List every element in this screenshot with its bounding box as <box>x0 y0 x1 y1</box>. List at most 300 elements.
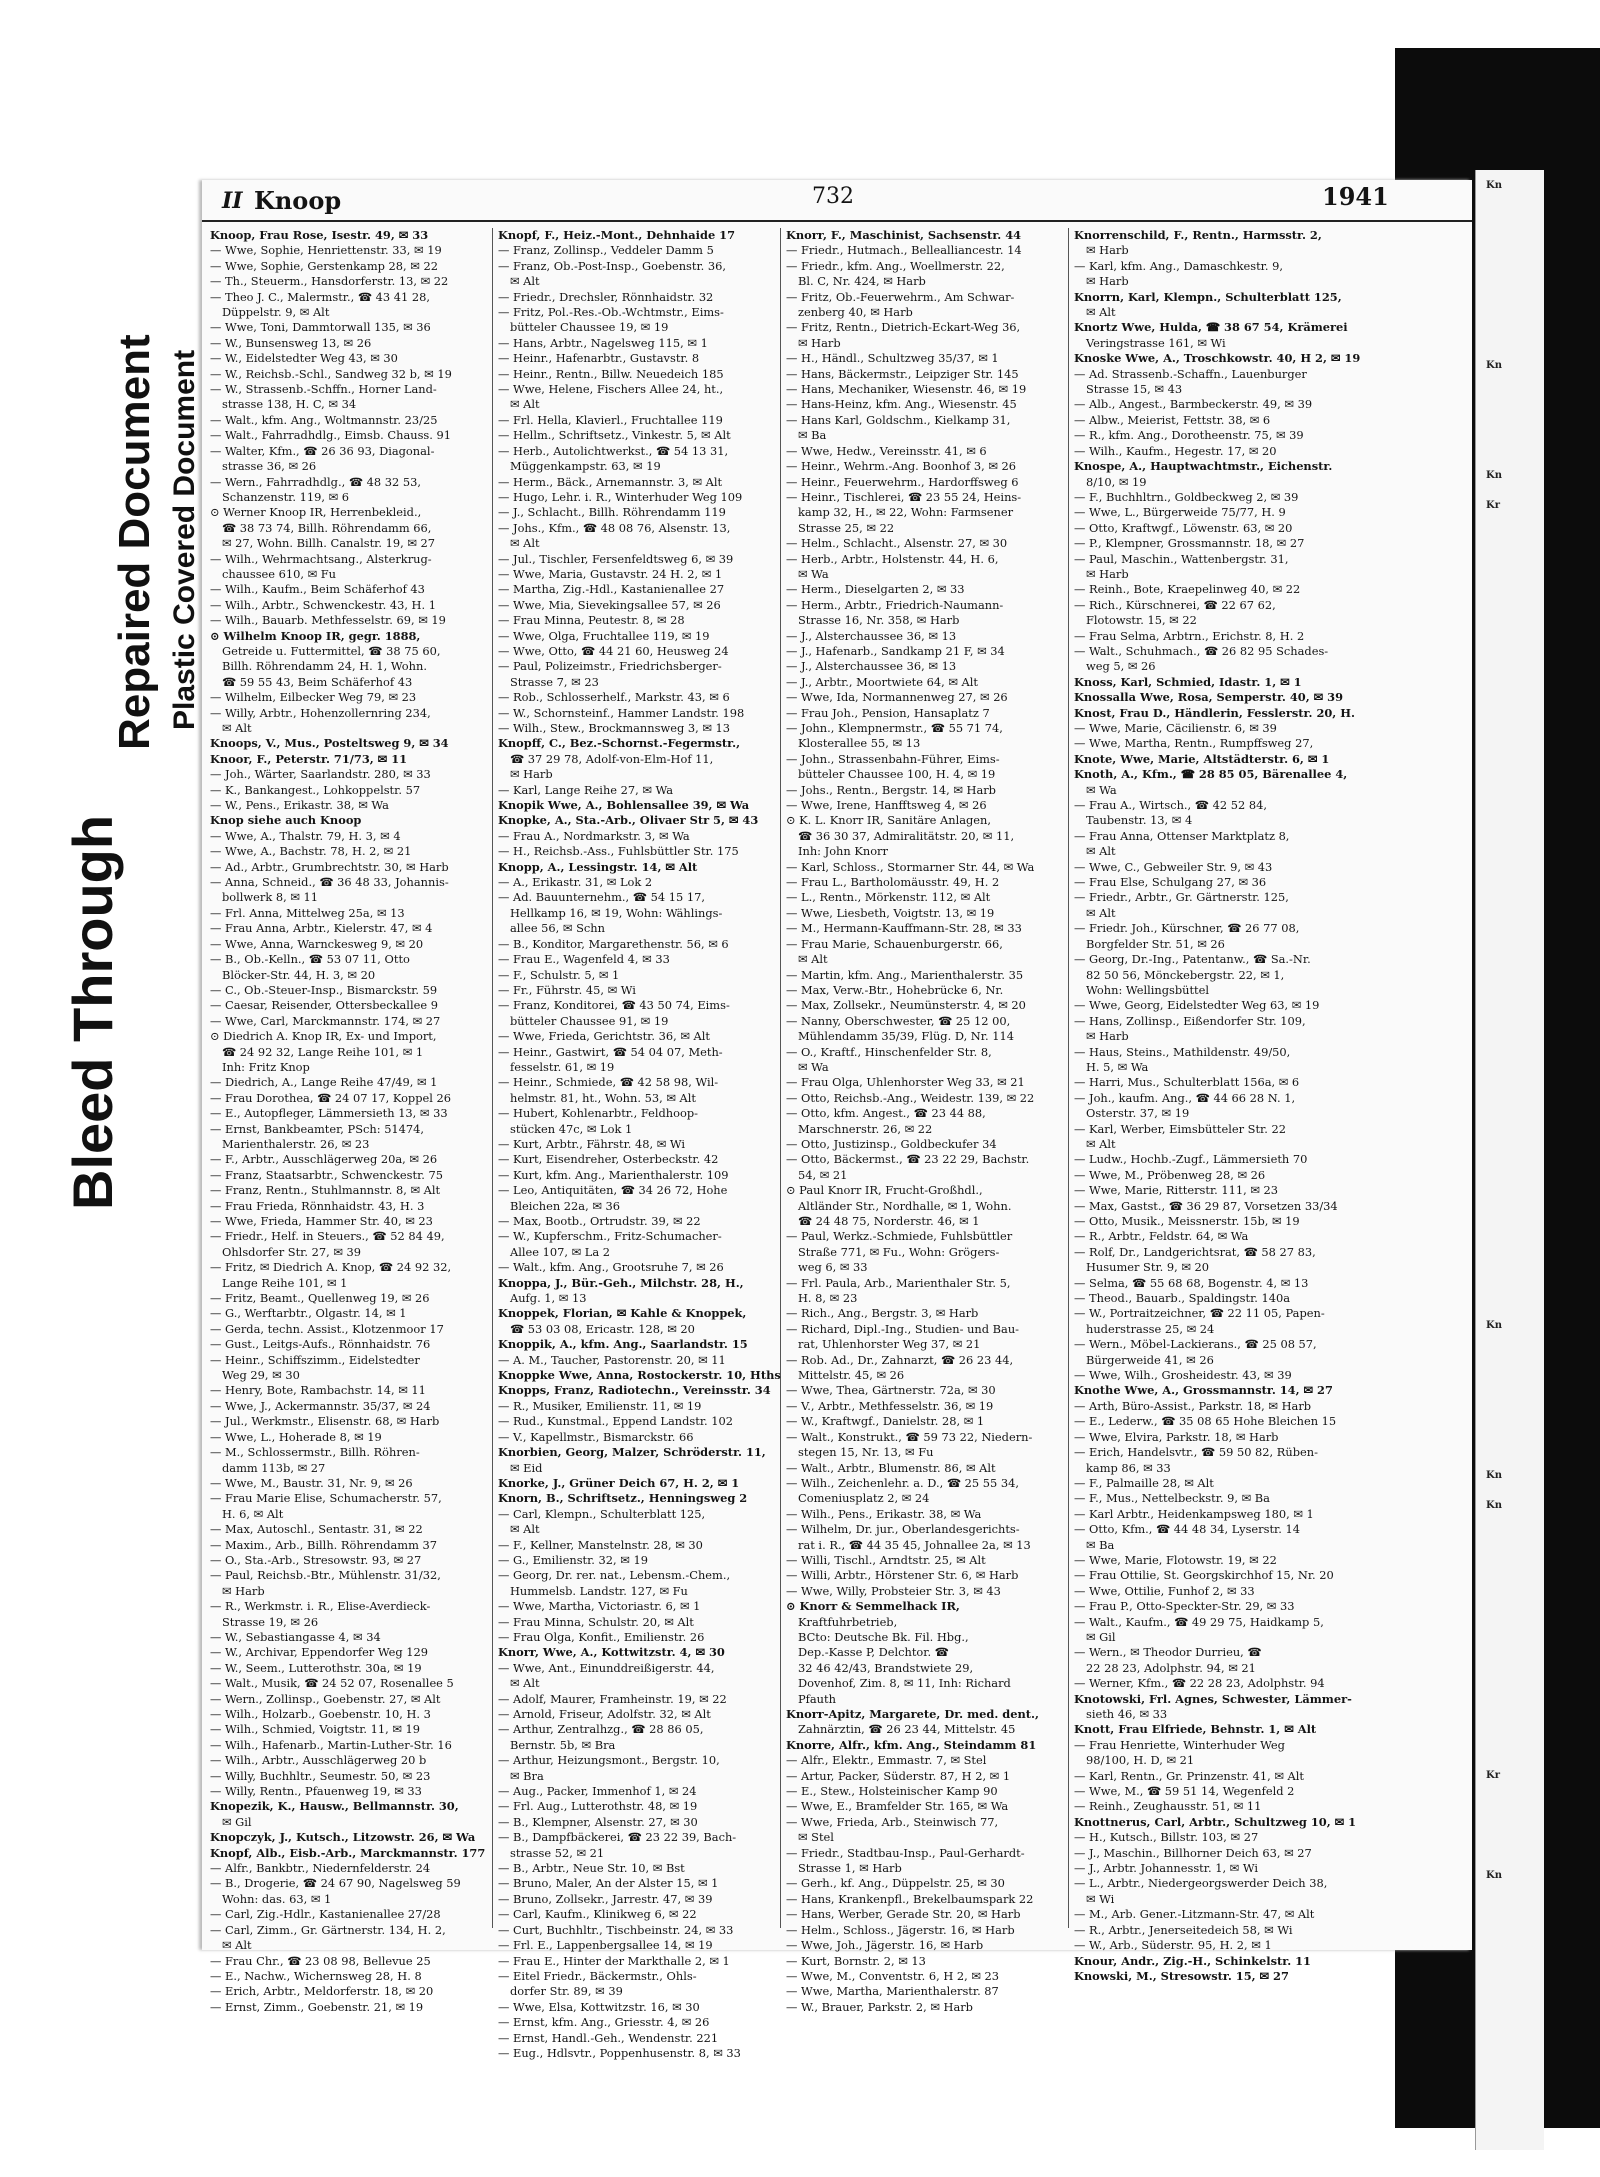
directory-entry: — Walt., Kaufm., ☎ 49 29 75, Haidkamp 5, <box>1074 1614 1324 1629</box>
side-labels <box>30 230 201 1210</box>
directory-entry: — Franz, Zollinsp., Veddeler Damm 5 <box>498 243 714 258</box>
column-2 <box>498 228 781 2060</box>
directory-entry: — Frl. Anna, Mittelweg 25a, ✉ 13 <box>210 905 405 920</box>
directory-entry: H. 8, ✉ 23 <box>798 1291 858 1306</box>
directory-entry: ✉ 27, Wohn. Billh. Canalstr. 19, ✉ 27 <box>222 536 436 551</box>
directory-entry: Knopf, F., Heiz.-Mont., Dehnhaide 17 <box>498 228 736 242</box>
directory-entry: ✉ Alt <box>510 397 540 412</box>
directory-entry: — Frau Chr., ☎ 23 08 98, Bellevue 25 <box>210 1953 431 1968</box>
directory-entry: — W., Brauer, Parkstr. 2, ✉ Harb <box>786 1999 973 2014</box>
directory-entry: — A., Erikastr. 31, ✉ Lok 2 <box>498 875 653 890</box>
directory-entry: Zahnärztin, ☎ 26 23 44, Mittelstr. 45 <box>798 1722 1016 1737</box>
directory-entry: — Ad., Arbtr., Grumbrechtstr. 30, ✉ Harb <box>210 859 449 874</box>
directory-entry: — J., Maschin., Billhorner Deich 63, ✉ 27 <box>1074 1845 1312 1860</box>
directory-entry: — Frau E., Wagenfeld 4, ✉ 33 <box>498 952 670 967</box>
columns <box>210 228 1361 2060</box>
directory-entry: — Heinr., Tischlerei, ☎ 23 55 24, Heins- <box>786 489 1022 504</box>
directory-entry: — Alb., Angest., Barmbeckerstr. 49, ✉ 39 <box>1074 397 1313 412</box>
directory-entry: ✉ Ba <box>1086 1537 1115 1552</box>
directory-entry: ✉ Harb <box>1086 274 1129 289</box>
directory-entry: — Bruno, Zollsekr., Jarrestr. 47, ✉ 39 <box>498 1891 713 1906</box>
directory-entry: — Wwe, C., Gebweiler Str. 9, ✉ 43 <box>1074 859 1273 874</box>
directory-entry: Altländer Str., Nordhalle, ✉ 1, Wohn. <box>798 1198 1012 1213</box>
directory-entry: — Carl, Zig.-Hdlr., Kastanienallee 27/28 <box>210 1907 441 1922</box>
directory-entry: — O., Kraftf., Hinschenfelder Str. 8, <box>786 1044 992 1059</box>
directory-entry: kamp 86, ✉ 33 <box>1086 1460 1171 1475</box>
directory-entry: — Hans, Mechaniker, Wiesenstr. 46, ✉ 19 <box>786 382 1027 397</box>
directory-entry: Knoppek, Florian, ✉ Kahle & Knoppek, <box>498 1306 747 1321</box>
running-head: Knoop <box>254 186 342 215</box>
directory-entry: — Max, Autoschl., Sentastr. 31, ✉ 22 <box>210 1522 423 1537</box>
directory-entry: — Frau Marie Elise, Schumacherstr. 57, <box>210 1491 442 1506</box>
directory-entry: bütteler Chaussee 19, ✉ 19 <box>510 320 669 335</box>
directory-entry: — Wwe, Martha, Victoriastr. 6, ✉ 1 <box>498 1599 701 1614</box>
directory-entry: Mittelstr. 45, ✉ 26 <box>798 1368 905 1383</box>
directory-entry: — Wern., Fahrradhdlg., ☎ 48 32 53, <box>210 474 421 489</box>
directory-entry: — Wwe, Irene, Hanfftsweg 4, ✉ 26 <box>786 798 987 813</box>
directory-entry: Borgfelder Str. 51, ✉ 26 <box>1086 936 1225 951</box>
directory-entry: — B., Konditor, Margarethenstr. 56, ✉ 6 <box>498 936 729 951</box>
directory-entry: — Martha, Zig.-Hdl., Kastanienallee 27 <box>498 582 725 597</box>
directory-entry: — Herm., Arbtr., Friedrich-Naumann- <box>786 597 1004 612</box>
directory-entry: — Wwe, Willy, Probsteier Str. 3, ✉ 43 <box>786 1583 1001 1598</box>
directory-entry: Blöcker-Str. 44, H. 3, ✉ 20 <box>222 967 376 982</box>
directory-entry: — Wwe, Joh., Jägerstr. 16, ✉ Harb <box>786 1938 984 1953</box>
directory-entry: Strasse 16, Nr. 358, ✉ Harb <box>798 613 960 628</box>
directory-entry: — Max, Verw.-Btr., Hohebrücke 6, Nr. <box>786 982 1004 997</box>
directory-entry: — C., Ob.-Steuer-Insp., Bismarckstr. 59 <box>210 982 438 997</box>
directory-entry: — Willy, Arbtr., Hohenzollernring 234, <box>210 705 431 720</box>
directory-entry: Getreide u. Futtermittel, ☎ 38 75 60, <box>222 643 441 658</box>
directory-entry: zenberg 40, ✉ Harb <box>798 305 913 320</box>
directory-entry: — Fritz, Beamt., Quellenweg 19, ✉ 26 <box>210 1291 430 1306</box>
directory-entry: — Frau Anna, Ottenser Marktplatz 8, <box>1074 828 1290 843</box>
directory-entry: — V., Kapellmstr., Bismarckstr. 66 <box>498 1429 694 1444</box>
column-1 <box>210 228 490 2014</box>
directory-entry: — F., Palmaille 28, ✉ Alt <box>1074 1475 1214 1490</box>
directory-entry: ✉ Alt <box>222 1938 252 1953</box>
directory-entry: — Wwe, Helene, Fischers Allee 24, ht., <box>498 382 724 397</box>
directory-entry: — Wilh., Stew., Brockmannsweg 3, ✉ 13 <box>498 721 730 735</box>
directory-entry: weg 5, ✉ 26 <box>1086 659 1156 674</box>
directory-entry: ✉ Alt <box>1086 844 1116 859</box>
directory-entry: — Aug., Packer, Immenhof 1, ✉ 24 <box>498 1784 697 1799</box>
directory-entry: ✉ Bra <box>510 1768 544 1783</box>
directory-entry: Knoor, F., Peterstr. 71/73, ✉ 11 <box>210 751 408 766</box>
directory-entry: — Erich, Arbtr., Meldorferstr. 18, ✉ 20 <box>210 1984 434 1999</box>
directory-page <box>202 180 1472 2060</box>
directory-entry: — Wwe, Sophie, Henriettenstr. 33, ✉ 19 <box>210 243 442 258</box>
directory-entry: — Leo, Antiquitäten, ☎ 34 26 72, Hohe <box>498 1183 728 1198</box>
directory-entry: — Wwe, Martha, Rentn., Rumpffsweg 27, <box>1074 736 1314 751</box>
directory-entry: — Helm., Schloss., Jägerstr. 16, ✉ Harb <box>786 1922 1015 1937</box>
directory-entry: — Theod., Bauarb., Spaldingstr. 140a <box>1074 1291 1291 1306</box>
directory-entry: Straße 771, ✉ Fu., Wohn: Grögers- <box>798 1244 1000 1259</box>
directory-entry: 54, ✉ 21 <box>798 1167 848 1182</box>
directory-entry: — Wwe, Toni, Dammtorwall 135, ✉ 36 <box>210 320 431 335</box>
directory-entry: — Paul, Polizeimstr., Friedrichsberger- <box>498 659 722 674</box>
directory-entry: — Arthur, Zentralhzg., ☎ 28 86 05, <box>498 1722 704 1737</box>
directory-entry: 98/100, H. D, ✉ 21 <box>1086 1753 1195 1768</box>
directory-entry: — Walt., kfm. Ang., Woltmannstr. 23/25 <box>210 412 438 427</box>
directory-entry: — Wwe, Ida, Normannenweg 27, ✉ 26 <box>786 690 1008 705</box>
directory-entry: ✉ Wa <box>798 1059 829 1074</box>
directory-entry: — Wwe, Liesbeth, Voigtstr. 13, ✉ 19 <box>786 905 995 920</box>
directory-entry: stücken 47c, ✉ Lok 1 <box>510 1121 633 1136</box>
directory-entry: — Wwe, Wilh., Grosheidestr. 43, ✉ 39 <box>1074 1368 1292 1383</box>
directory-entry: — E., Lederw., ☎ 35 08 65 Hohe Bleichen 15 <box>1074 1414 1337 1429</box>
directory-entry: — Wilh., Bauarb. Methfesselstr. 69, ✉ 19 <box>210 613 446 628</box>
directory-entry: — Paul, Maschin., Wattenbergstr. 31, <box>1074 551 1289 566</box>
directory-entry: ✉ Alt <box>1086 1136 1116 1151</box>
directory-entry: — M., Hermann-Kauffmann-Str. 28, ✉ 33 <box>786 921 1022 936</box>
directory-entry: — Frau Selma, Arbtrn., Erichstr. 8, H. 2 <box>1074 628 1305 643</box>
directory-entry: — Maxim., Arb., Billh. Röhrendamm 37 <box>210 1537 437 1552</box>
directory-entry: — Hans, Arbtr., Nagelsweg 115, ✉ 1 <box>498 335 708 350</box>
directory-entry: — Hans, Bäckermstr., Leipziger Str. 145 <box>786 366 1019 381</box>
directory-entry: Dovenhof, Zim. 8, ✉ 11, Inh: Richard <box>798 1676 1011 1691</box>
directory-entry: — Jul., Werkmstr., Elisenstr. 68, ✉ Harb <box>210 1414 440 1429</box>
directory-entry: — Wwe, M., Conventstr. 6, H 2, ✉ 23 <box>786 1968 1000 1983</box>
directory-entry: — Hans-Heinz, kfm. Ang., Wiesenstr. 45 <box>786 397 1017 412</box>
directory-entry: 22 28 23, Adolphstr. 94, ✉ 21 <box>1086 1660 1256 1675</box>
directory-entry: — Hans, Werber, Gerade Str. 20, ✉ Harb <box>786 1907 1021 1922</box>
directory-entry: ✉ Gil <box>222 1814 252 1829</box>
directory-entry: ⊙ Paul Knorr IR, Frucht-Großhdl., <box>786 1183 983 1198</box>
directory-entry: weg 6, ✉ 33 <box>798 1260 868 1275</box>
directory-entry: — K., Bankangest., Lohkoppelstr. 57 <box>210 782 421 797</box>
directory-entry: Knost, Frau D., Händlerin, Fesslerstr. 20, H. <box>1074 705 1355 720</box>
directory-entry: Knour, Andr., Zig.-H., Schinkelstr. 11 <box>1074 1953 1311 1968</box>
directory-entry: — Wilh., Pens., Erikastr. 38, ✉ Wa <box>786 1506 982 1521</box>
directory-entry: — Otto, Reichsb.-Ang., Weidestr. 139, ✉ 22 <box>786 1090 1035 1105</box>
directory-entry: — Max, Gastst., ☎ 36 29 87, Vorsetzen 33/34 <box>1074 1198 1338 1213</box>
directory-entry: Knopczyk, J., Kutsch., Litzowstr. 26, ✉ Wa <box>210 1830 476 1845</box>
directory-entry: — P., Klempner, Grossmannstr. 18, ✉ 27 <box>1074 536 1305 551</box>
directory-entry: — Eug., Hdlsvtr., Poppenhusenstr. 8, ✉ 33 <box>498 2045 741 2060</box>
directory-entry: — Haus, Steins., Mathildenstr. 49/50, <box>1074 1044 1291 1059</box>
directory-entry: — H., Reichsb.-Ass., Fuhlsbüttler Str. 175 <box>498 844 739 859</box>
directory-entry: Pfauth <box>798 1691 836 1706</box>
directory-entry: Knoops, V., Mus., Posteltsweg 9, ✉ 34 <box>210 736 449 751</box>
directory-entry: — Heinr., Wehrm.-Ang. Boonhof 3, ✉ 26 <box>786 459 1016 474</box>
directory-entry: — W., Kupferschm., Fritz-Schumacher- <box>498 1229 722 1244</box>
directory-entry: — Frau Anna, Arbtr., Kielerstr. 47, ✉ 4 <box>210 921 433 936</box>
directory-entry: Knoss, Karl, Schmied, Idastr. 1, ✉ 1 <box>1074 674 1302 689</box>
directory-entry: — Wilh., Wehrmachtsang., Alsterkrug- <box>210 551 432 566</box>
directory-entry: — W., Reichsb.-Schl., Sandweg 32 b, ✉ 19 <box>210 366 452 381</box>
directory-entry: Wohn: Wellingsbüttel <box>1086 982 1210 997</box>
directory-entry: — Kurt, Eisendreher, Osterbeckstr. 42 <box>498 1152 719 1167</box>
directory-entry: ⊙ Werner Knoop IR, Herrenbekleid., <box>210 505 422 520</box>
directory-entry: — Hellm., Schriftsetz., Vinkestr. 5, ✉ Alt <box>498 428 731 443</box>
directory-entry: — Frau Ottilie, St. Georgskirchhof 15, Nr. 20 <box>1074 1568 1334 1583</box>
directory-entry: — Hugo, Lehr. i. R., Winterhuder Weg 109 <box>498 489 743 504</box>
directory-entry: — Frl. Paula, Arb., Marienthaler Str. 5, <box>786 1275 1011 1290</box>
directory-entry: — Henry, Bote, Rambachstr. 14, ✉ 11 <box>210 1383 426 1398</box>
directory-entry: — Wwe, L., Bürgerweide 75/77, H. 9 <box>1074 505 1286 520</box>
directory-entry: — Wwe, Frieda, Gerichtstr. 36, ✉ Alt <box>498 1029 710 1044</box>
directory-entry: Knothe Wwe, A., Grossmannstr. 14, ✉ 27 <box>1074 1383 1333 1398</box>
directory-entry: — Wwe, Ottilie, Funhof 2, ✉ 33 <box>1074 1583 1255 1598</box>
adjacent-page-fragment: Kn <box>1486 360 1502 371</box>
directory-entry: — Franz, Ob.-Post-Insp., Goebenstr. 36, <box>498 258 727 273</box>
directory-entry: — W., Arb., Süderstr. 95, H. 2, ✉ 1 <box>1074 1938 1272 1953</box>
directory-entry: — F., Kellner, Manstelnstr. 28, ✉ 30 <box>498 1537 703 1552</box>
directory-entry: — W., Portraitzeichner, ☎ 22 11 05, Papen- <box>1074 1306 1325 1321</box>
directory-entry: Osterstr. 37, ✉ 19 <box>1086 1106 1190 1121</box>
directory-entry: — Frau Joh., Pension, Hansaplatz 7 <box>786 705 990 720</box>
adjacent-page-fragment: Kr <box>1486 1770 1500 1781</box>
directory-entry: — Wwe, Frieda, Hammer Str. 40, ✉ 23 <box>210 1214 433 1228</box>
directory-entry: — Heinr., Hafenarbtr., Gustavstr. 8 <box>498 351 700 366</box>
directory-entry: Knorrenschild, F., Rentn., Harmsstr. 2, <box>1074 228 1322 242</box>
directory-entry: Inh: John Knorr <box>798 844 888 859</box>
directory-entry: Knortz Wwe, Hulda, ☎ 38 67 54, Krämerei <box>1074 320 1348 335</box>
directory-entry: Ohlsdorfer Str. 27, ✉ 39 <box>222 1244 361 1259</box>
directory-entry: — Werner, Kfm., ☎ 22 28 23, Adolphstr. 94 <box>1074 1676 1325 1691</box>
repaired-document-label: Repaired Document <box>110 334 159 750</box>
directory-entry: — Arth, Büro-Assist., Parkstr. 18, ✉ Harb <box>1074 1398 1312 1413</box>
directory-entry: — Artur, Packer, Süderstr. 87, H 2, ✉ 1 <box>786 1768 1011 1783</box>
directory-entry: — Reinh., Zeughausstr. 51, ✉ 11 <box>1074 1799 1262 1814</box>
directory-entry: — Wwe, Mia, Sievekingsallee 57, ✉ 26 <box>498 597 721 612</box>
directory-entry: — Heinr., Schiffszimm., Eidelstedter <box>210 1352 420 1367</box>
directory-entry: bollwerk 8, ✉ 11 <box>222 890 319 905</box>
directory-entry: — Arthur, Heizungsmont., Bergstr. 10, <box>498 1753 720 1768</box>
directory-entry: — Friedr. Joh., Kürschner, ☎ 26 77 08, <box>1074 921 1300 936</box>
directory-entry: — Rich., Kürschnerei, ☎ 22 67 62, <box>1074 597 1276 612</box>
directory-entry: Hellkamp 16, ✉ 19, Wohn: Wählings- <box>510 905 723 920</box>
directory-entry: — W., Bunsensweg 13, ✉ 26 <box>210 335 372 350</box>
directory-entry: — Kurt, Bornstr. 2, ✉ 13 <box>786 1953 926 1968</box>
directory-entry: — R., Arbtr., Jenerseitedeich 58, ✉ Wi <box>1074 1922 1293 1937</box>
directory-entry: dorfer Str. 89, ✉ 39 <box>510 1984 623 1999</box>
directory-entry: Knoppa, J., Bür.-Geh., Milchstr. 28, H., <box>498 1275 744 1290</box>
directory-entry: Strasse 19, ✉ 26 <box>222 1614 319 1629</box>
directory-entry: — Wwe, M., Baustr. 31, Nr. 9, ✉ 26 <box>210 1475 413 1490</box>
directory-entry: — Wwe, Marie, Cäcilienstr. 6, ✉ 39 <box>1074 721 1277 735</box>
directory-entry: Knoth, A., Kfm., ☎ 28 85 05, Bärenallee 4, <box>1074 767 1348 782</box>
directory-entry: — Alfr., Elektr., Emmastr. 7, ✉ Stel <box>786 1753 987 1768</box>
directory-entry: — J., Hafenarb., Sandkamp 21 F, ✉ 34 <box>786 643 1005 658</box>
directory-entry: Billh. Röhrendamm 24, H. 1, Wohn. <box>222 659 427 674</box>
directory-entry: Veringstrasse 161, ✉ Wi <box>1086 335 1226 350</box>
directory-entry: — John., Strassenbahn-Führer, Eims- <box>786 751 1000 766</box>
adjacent-page-fragment: Kn <box>1486 1470 1502 1481</box>
directory-entry: — W., Kraftwgf., Danielstr. 28, ✉ 1 <box>786 1414 985 1429</box>
directory-entry: Bernstr. 5b, ✉ Bra <box>510 1737 616 1752</box>
directory-entry: allee 56, ✉ Schn <box>510 921 605 936</box>
directory-entry: Hummelsb. Landstr. 127, ✉ Fu <box>510 1583 688 1598</box>
directory-entry: — Carl, Klempn., Schulterblatt 125, <box>498 1506 706 1521</box>
directory-entry: — J., Alsterchaussee 36, ✉ 13 <box>786 659 957 674</box>
directory-entry: — Paul, Reichsb.-Btr., Mühlenstr. 31/32, <box>210 1568 441 1583</box>
directory-entry: ☎ 36 30 37, Admiralitätstr. 20, ✉ 11, <box>798 828 1015 843</box>
directory-entry: — Gerh., kf. Ang., Düppelstr. 25, ✉ 30 <box>786 1876 1005 1891</box>
directory-entry: ✉ Wa <box>1086 782 1117 797</box>
directory-entry: — Frau Minna, Peutestr. 8, ✉ 28 <box>498 613 685 628</box>
volume-number: II <box>222 188 243 214</box>
directory-entry: Knopff, C., Bez.-Schornst.-Fegermstr., <box>498 736 741 751</box>
directory-entry: — Hans, Krankenpfl., Brekelbaumspark 22 <box>786 1891 1034 1906</box>
directory-entry: — Anna, Schneid., ☎ 36 48 33, Johannis- <box>210 875 449 890</box>
directory-entry: — F., Arbtr., Ausschlägerweg 20a, ✉ 26 <box>210 1152 438 1167</box>
directory-entry: — E., Autopfleger, Lämmersieth 13, ✉ 33 <box>210 1106 448 1121</box>
directory-entry: — Wwe, Anna, Warnckesweg 9, ✉ 20 <box>210 936 424 951</box>
directory-entry: — M., Schlossermstr., Billh. Röhren- <box>210 1445 420 1460</box>
directory-entry: Knoppik, A., kfm. Ang., Saarlandstr. 15 <box>498 1337 748 1352</box>
directory-entry: — Karl, Lange Reihe 27, ✉ Wa <box>498 782 674 797</box>
directory-entry: ☎ 38 73 74, Billh. Röhrendamm 66, <box>222 520 432 535</box>
directory-entry: — Ernst, Bankbeamter, PSch: 51474, <box>210 1121 425 1136</box>
directory-entry: Flotowstr. 15, ✉ 22 <box>1086 613 1197 628</box>
directory-entry: — Otto, Bäckermst., ☎ 23 22 29, Bachstr. <box>786 1152 1030 1167</box>
directory-entry: — Frau Dorothea, ☎ 24 07 17, Koppel 26 <box>210 1090 452 1105</box>
directory-entry: — Hans Karl, Goldschm., Kielkamp 31, <box>786 412 1011 427</box>
adjacent-page-fragment: Kr <box>1486 500 1500 511</box>
directory-entry: — L., Arbtr., Niedergeorgswerder Deich 38, <box>1074 1876 1328 1891</box>
directory-entry: — Georg, Dr.-Ing., Patentanw., ☎ Sa.-Nr. <box>1074 952 1311 967</box>
directory-entry: — Rich., Ang., Bergstr. 3, ✉ Harb <box>786 1306 979 1321</box>
directory-entry: — Wwe, L., Hoherade 8, ✉ 19 <box>210 1429 382 1444</box>
directory-entry: Müggenkampstr. 63, ✉ 19 <box>510 459 661 474</box>
directory-entry: — V., Arbtr., Methfesselstr. 36, ✉ 19 <box>786 1398 994 1413</box>
directory-entry: stegen 15, Nr. 13, ✉ Fu <box>798 1445 934 1460</box>
directory-entry: Knossalla Wwe, Rosa, Semperstr. 40, ✉ 39 <box>1074 690 1343 705</box>
directory-entry: — W., Sebastiangasse 4, ✉ 34 <box>210 1629 381 1644</box>
directory-entry: ✉ Alt <box>510 1676 540 1691</box>
directory-entry: — Karl, Rentn., Gr. Prinzenstr. 41, ✉ Alt <box>1074 1768 1304 1783</box>
directory-entry: — Walter, Kfm., ☎ 26 36 93, Diagonal- <box>210 443 435 458</box>
directory-entry: rat, Uhlenhorster Weg 37, ✉ 21 <box>798 1337 981 1352</box>
plastic-covered-label: Plastic Covered Document <box>168 349 201 730</box>
directory-entry: ✉ Ba <box>798 428 827 443</box>
directory-entry: ⊙ K. L. Knorr IR, Sanitäre Anlagen, <box>786 813 991 828</box>
directory-entry: 82 50 56, Mönckebergstr. 22, ✉ 1, <box>1086 967 1285 982</box>
directory-entry: ☎ 59 55 43, Beim Schäferhof 43 <box>222 674 413 689</box>
directory-entry: — Wwe, Ant., Einunddreißigerstr. 44, <box>498 1660 715 1675</box>
directory-entry: ✉ Gil <box>1086 1629 1116 1644</box>
directory-entry: Husumer Str. 9, ✉ 20 <box>1086 1260 1210 1275</box>
directory-entry: — Wwe, Frieda, Arb., Steinwisch 77, <box>786 1814 999 1829</box>
directory-entry: Düppelstr. 9, ✉ Alt <box>222 305 330 320</box>
directory-entry: — Nanny, Oberschwester, ☎ 25 12 00, <box>786 1013 1011 1028</box>
directory-entry: — Helm., Schlacht., Alsenstr. 27, ✉ 30 <box>786 536 1008 551</box>
directory-entry: — Friedr., Arbtr., Gr. Gärtnerstr. 125, <box>1074 890 1289 905</box>
adjacent-page-fragment: Kn <box>1486 1870 1502 1881</box>
directory-entry: — Hans, Zollinsp., Eißendorfer Str. 109, <box>1074 1013 1306 1028</box>
directory-entry: ✉ Stel <box>798 1830 834 1845</box>
directory-entry: Knorre, Alfr., kfm. Ang., Steindamm 81 <box>786 1737 1037 1752</box>
directory-entry: — J., Schlacht., Billh. Röhrendamm 119 <box>498 505 726 520</box>
directory-entry: Knopik Wwe, A., Bohlensallee 39, ✉ Wa <box>498 798 750 813</box>
directory-entry: — Kurt, kfm. Ang., Marienthalerstr. 109 <box>498 1167 729 1182</box>
directory-entry: ⊙ Diedrich A. Knop IR, Ex- und Import, <box>210 1029 437 1044</box>
directory-entry: — Wwe, Hedw., Vereinsstr. 41, ✉ 6 <box>786 443 987 458</box>
directory-entry: — J., Arbtr. Johannesstr. 1, ✉ Wi <box>1074 1861 1258 1876</box>
directory-entry: Knott, Frau Elfriede, Behnstr. 1, ✉ Alt <box>1074 1722 1317 1737</box>
directory-entry: bütteler Chaussee 100, H. 4, ✉ 19 <box>798 767 996 782</box>
directory-entry: — Diedrich, A., Lange Reihe 47/49, ✉ 1 <box>210 1075 438 1090</box>
directory-entry: — Ad. Strassenb.-Schaffn., Lauenburger <box>1074 366 1307 381</box>
directory-entry: — G., Werftarbtr., Olgastr. 14, ✉ 1 <box>210 1306 407 1321</box>
directory-entry: — Walt., Konstrukt., ☎ 59 73 22, Niedern- <box>786 1429 1033 1444</box>
directory-entry: Knopke, A., Sta.-Arb., Olivaer Str 5, ✉ 43 <box>498 813 759 828</box>
directory-entry: — Hubert, Kohlenarbtr., Feldhoop- <box>498 1106 699 1121</box>
adjacent-page-fragment: Kn <box>1486 470 1502 481</box>
directory-entry: — Frau Henriette, Winterhuder Weg <box>1074 1737 1285 1752</box>
directory-entry: — Alfr., Bankbtr., Niedernfelderstr. 24 <box>210 1861 431 1876</box>
directory-entry: — Wwe, A., Bachstr. 78, H. 2, ✉ 21 <box>210 844 412 859</box>
directory-entry: — W., Eidelstedter Weg 43, ✉ 30 <box>210 351 398 366</box>
directory-entry: ⊙ Wilhelm Knoop IR, gegr. 1888, <box>210 628 421 643</box>
directory-entry: Bl. C, Nr. 424, ✉ Harb <box>798 274 926 289</box>
directory-entry: — Caesar, Reisender, Ottersbeckallee 9 <box>210 998 438 1013</box>
directory-entry: Bleichen 22a, ✉ 36 <box>510 1198 620 1213</box>
directory-entry: — Wern., ✉ Theodor Durrieu, ☎ <box>1074 1645 1262 1660</box>
directory-entry: — Ernst, Zimm., Goebenstr. 21, ✉ 19 <box>210 1999 424 2014</box>
directory-entry: ✉ Alt <box>510 536 540 551</box>
directory-entry: — Wwe, Carl, Marckmannstr. 174, ✉ 27 <box>210 1013 441 1028</box>
directory-entry: — Fr., Führstr. 45, ✉ Wi <box>498 982 636 997</box>
directory-entry: — Frau Olga, Uhlenhorster Weg 33, ✉ 21 <box>786 1075 1025 1090</box>
directory-entry: — R., Arbtr., Feldstr. 64, ✉ Wa <box>1074 1229 1249 1244</box>
directory-entry: — Otto, Musik., Meissnerstr. 15b, ✉ 19 <box>1074 1214 1300 1228</box>
directory-entry: BCto: Deutsche Bk. Fil. Hbg., <box>798 1629 969 1644</box>
directory-entry: — Wwe, Thea, Gärtnerstr. 72a, ✉ 30 <box>786 1383 996 1398</box>
directory-entry: — Fritz, ✉ Diedrich A. Knop, ☎ 24 92 32, <box>210 1260 452 1275</box>
directory-entry: — Wern., Möbel-Lackierans., ☎ 25 08 57, <box>1074 1337 1317 1352</box>
directory-entry: Schanzenstr. 119, ✉ 6 <box>222 489 349 504</box>
directory-entry: — Friedr., Stadtbau-Insp., Paul-Gerhardt- <box>786 1845 1025 1860</box>
directory-entry: Knoppke Wwe, Anna, Rostockerstr. 10, Hths <box>498 1368 781 1383</box>
directory-entry: Mühlendamm 35/39, Flüg. D, Nr. 114 <box>798 1029 1014 1044</box>
directory-entry: ✉ Wi <box>1086 1891 1115 1906</box>
directory-entry: Knorr, F., Maschinist, Sachsenstr. 44 <box>786 228 1022 242</box>
directory-entry: — Wilh., Kaufm., Beim Schäferhof 43 <box>210 582 425 597</box>
directory-entry: Knorbien, Georg, Malzer, Schröderstr. 11, <box>498 1445 766 1460</box>
directory-entry: — Karl Arbtr., Heidenkampsweg 180, ✉ 1 <box>1074 1506 1314 1521</box>
directory-entry: — H., Kutsch., Billstr. 103, ✉ 27 <box>1074 1830 1259 1845</box>
directory-entry: — Th., Steuerm., Hansdorferstr. 13, ✉ 22 <box>210 274 449 289</box>
directory-entry: Knopps, Franz, Radiotechn., Vereinsstr. 34 <box>498 1383 771 1398</box>
directory-entry: Knoske Wwe, A., Troschkowstr. 40, H 2, ✉ 19 <box>1074 351 1361 366</box>
directory-entry: — Max, Zollsekr., Neumünsterstr. 4, ✉ 20 <box>786 998 1026 1013</box>
directory-entry: — Wwe, J., Ackermannstr. 35/37, ✉ 24 <box>210 1398 431 1413</box>
directory-entry: ✉ Harb <box>1086 566 1129 581</box>
directory-entry: — Friedr., Helf. in Steuers., ☎ 52 84 49, <box>210 1229 445 1244</box>
directory-entry: — F., Mus., Nettelbeckstr. 9, ✉ Ba <box>1074 1491 1270 1506</box>
directory-entry: — Wilh., Arbtr., Ausschlägerweg 20 b <box>210 1753 427 1768</box>
directory-entry: Knowski, M., Stresowstr. 15, ✉ 27 <box>1074 1968 1289 1983</box>
directory-entry: — Fritz, Ob.-Feuerwehrm., Am Schwar- <box>786 289 1015 304</box>
directory-entry: Knorrn, Karl, Klempn., Schulterblatt 125, <box>1074 289 1342 304</box>
directory-entry: — Wilh., Schmied, Voigtstr. 11, ✉ 19 <box>210 1722 421 1737</box>
directory-entry: — W., Strassenb.-Schffn., Horner Land- <box>210 382 437 397</box>
bleed-through-label: Bleed Through <box>61 814 124 1210</box>
directory-entry: fesselstr. 61, ✉ 19 <box>510 1059 615 1074</box>
directory-entry: — Wilh., Kaufm., Hegestr. 17, ✉ 20 <box>1074 443 1277 458</box>
directory-entry: — Herm., Bäck., Arnemannstr. 3, ✉ Alt <box>498 474 723 489</box>
directory-entry: — Heinr., Rentn., Billw. Neuedeich 185 <box>498 366 724 381</box>
directory-entry: ☎ 24 48 75, Norderstr. 46, ✉ 1 <box>798 1214 980 1228</box>
directory-entry: ✉ Harb <box>510 767 553 782</box>
directory-entry: — Theo J. C., Malermstr., ☎ 43 41 28, <box>210 289 430 304</box>
directory-entry: — Paul, Werkz.-Schmiede, Fuhlsbüttler <box>786 1229 1013 1244</box>
directory-entry: — L., Rentn., Mörkenstr. 112, ✉ Alt <box>786 890 991 905</box>
directory-entry: rat i. R., ☎ 44 35 45, Johnallee 2a, ✉ 13 <box>798 1537 1031 1552</box>
